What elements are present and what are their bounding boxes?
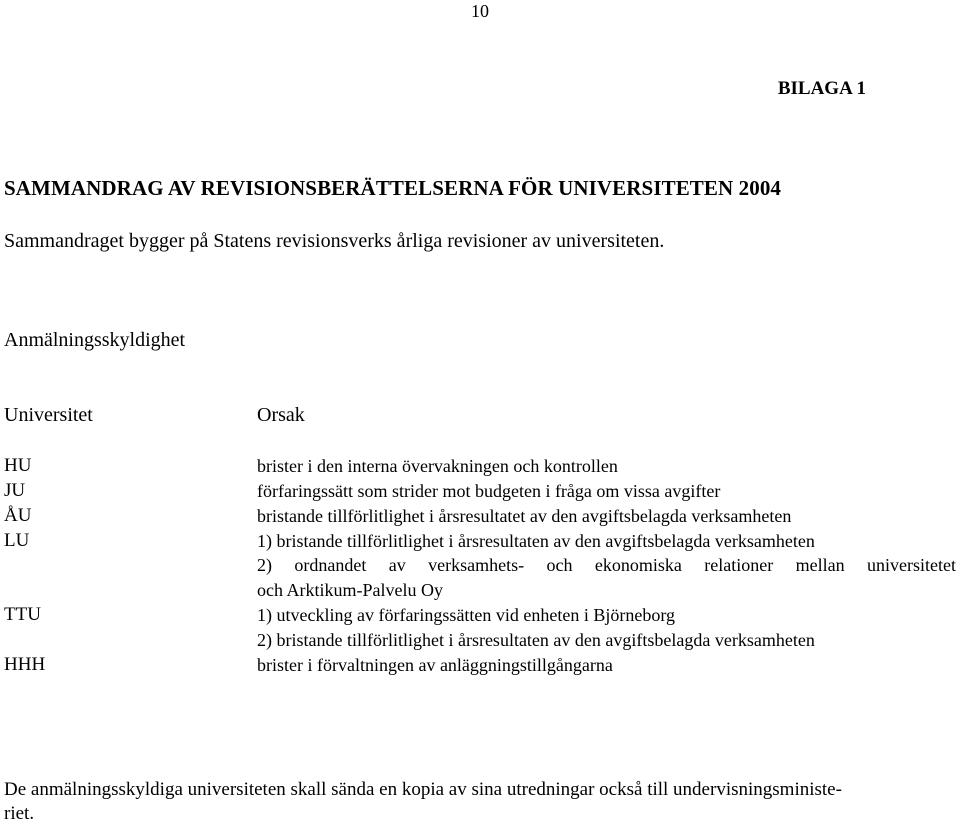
reason-line: 1) bristande tillförlitlighet i årsresultaten av den avgiftsbelagda verksamheten — [257, 531, 815, 551]
reason-line: 2) ordnandet av verksamhets- och ekonomiska relationer mellan universitetet — [257, 555, 956, 575]
reason-line: och Arktikum-Palvelu Oy — [257, 580, 443, 600]
reason-line: brister i den interna övervakningen och kontrollen — [257, 456, 618, 476]
university-code: LU — [4, 530, 30, 551]
reason-line: 2) bristande tillförlitlighet i årsresultaten av den avgiftsbelagda verksamheten — [257, 630, 815, 650]
university-code: JU — [4, 480, 26, 501]
university-code: TTU — [4, 604, 41, 625]
reason-line: 1) utveckling av förfaringssätten vid enheten i Björneborg — [257, 605, 676, 625]
reason-line: bristande tillförlitlighet i årsresultatet av den avgiftsbelagda verksamheten — [257, 506, 792, 526]
footer-line: riet. — [4, 803, 35, 824]
section-heading: Anmälningsskyldighet — [4, 329, 186, 351]
university-code: HU — [4, 455, 32, 476]
appendix-label: BILAGA 1 — [777, 78, 866, 99]
page-number: 10 — [471, 1, 489, 21]
footer-line: De anmälningsskyldiga universiteten skall sända en kopia av sina utredningar också till undervisningsministe- — [4, 779, 842, 800]
university-code: HHH — [4, 654, 46, 675]
column-header-reason: Orsak — [257, 404, 305, 426]
document-title: SAMMANDRAG AV REVISIONSBERÄTTELSERNA FÖR UNIVERSITETEN 2004 — [4, 176, 782, 200]
reason-line: brister i förvaltningen av anläggningstillgångarna — [257, 655, 613, 675]
column-header-university: Universitet — [4, 404, 93, 426]
university-code: ÅU — [4, 505, 32, 526]
intro-paragraph: Sammandraget bygger på Statens revisionsverks årliga revisioner av universiteten. — [4, 230, 665, 252]
reason-line: förfaringssätt som strider mot budgeten i fråga om vissa avgifter — [257, 481, 721, 501]
